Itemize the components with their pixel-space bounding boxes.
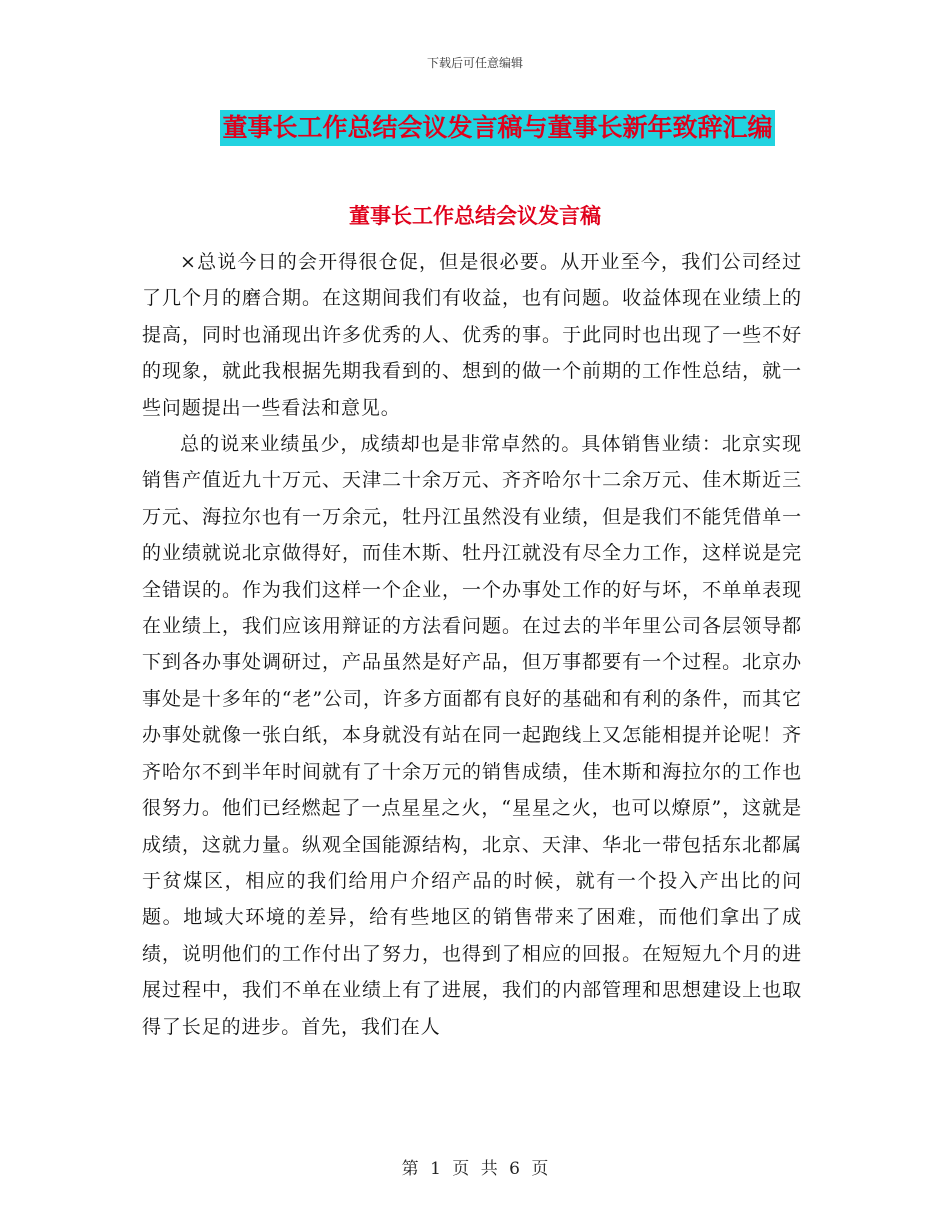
document-title: 董事长工作总结会议发言稿与董事长新年致辞汇编 — [220, 110, 774, 146]
paragraph-2: 总的说来业绩虽少，成绩却也是非常卓然的。具体销售业绩：北京实现销售产值近九十万元、天津二十余万元、齐齐哈尔十二余万元、佳木斯近三万元、海拉尔也有一万余元，牡丹江虽然没有业绩，但是我们不能凭借单一的业绩就说北京做得好，而佳木斯、牡丹江就没有尽全力工作，这样说是完全错误的。作为我们这样一个企业，一个办事处工作的好与坏，不单单表现在业绩上，我们应该用辩证的方法看问题。在过去的半年里公司各层领导都下到各办事处调研过，产品虽然是好产品，但万事都要有一个过程。北京办事处是十多年的“老”公司，许多方面都有良好的基础和有利的条件，而其它办事处就像一张白纸，本身就没有站在同一起跑线上又怎能相提并论呢！齐齐哈尔不到半年时间就有了十余万元的销售成绩，佳木斯和海拉尔的工作也很努力。他们已经燃起了一点星星之火，“星星之火，也可以燎原”，这就是成绩，这就力量。纵观全国能源结构，北京、天津、华北一带包括东北都属于贫煤区，相应的我们给用户介绍产品的时候，就有一个投入产出比的问题。地域大环境的差异，给有些地区的销售带来了困难，而他们拿出了成绩，说明他们的工作付出了努力，也得到了相应的回报。在短短九个月的进展过程中，我们不单在业绩上有了进展，我们的内部管理和思想建设上也取得了长足的进步。首先，我们在人 — [142, 433, 802, 1038]
page-number-footer: 第 1 页 共 6 页 — [401, 1159, 549, 1179]
section-title: 董事长工作总结会议发言稿 — [349, 204, 601, 228]
paragraph-1: ×总说今日的会开得很仓促，但是很必要。从开业至今，我们公司经过了几个月的磨合期。在这期间我们有收益，也有问题。收益体现在业绩上的提高，同时也涌现出许多优秀的人、优秀的事。于此同时也出现了一些不好的现象，就此我根据先期我看到的、想到的做一个前期的工作性总结，就一些问题提出一些看法和意见。 — [142, 251, 802, 419]
page-header-note: 下载后可任意编辑 — [426, 56, 523, 70]
document-body — [142, 244, 802, 1045]
document-title-container — [0, 110, 950, 146]
